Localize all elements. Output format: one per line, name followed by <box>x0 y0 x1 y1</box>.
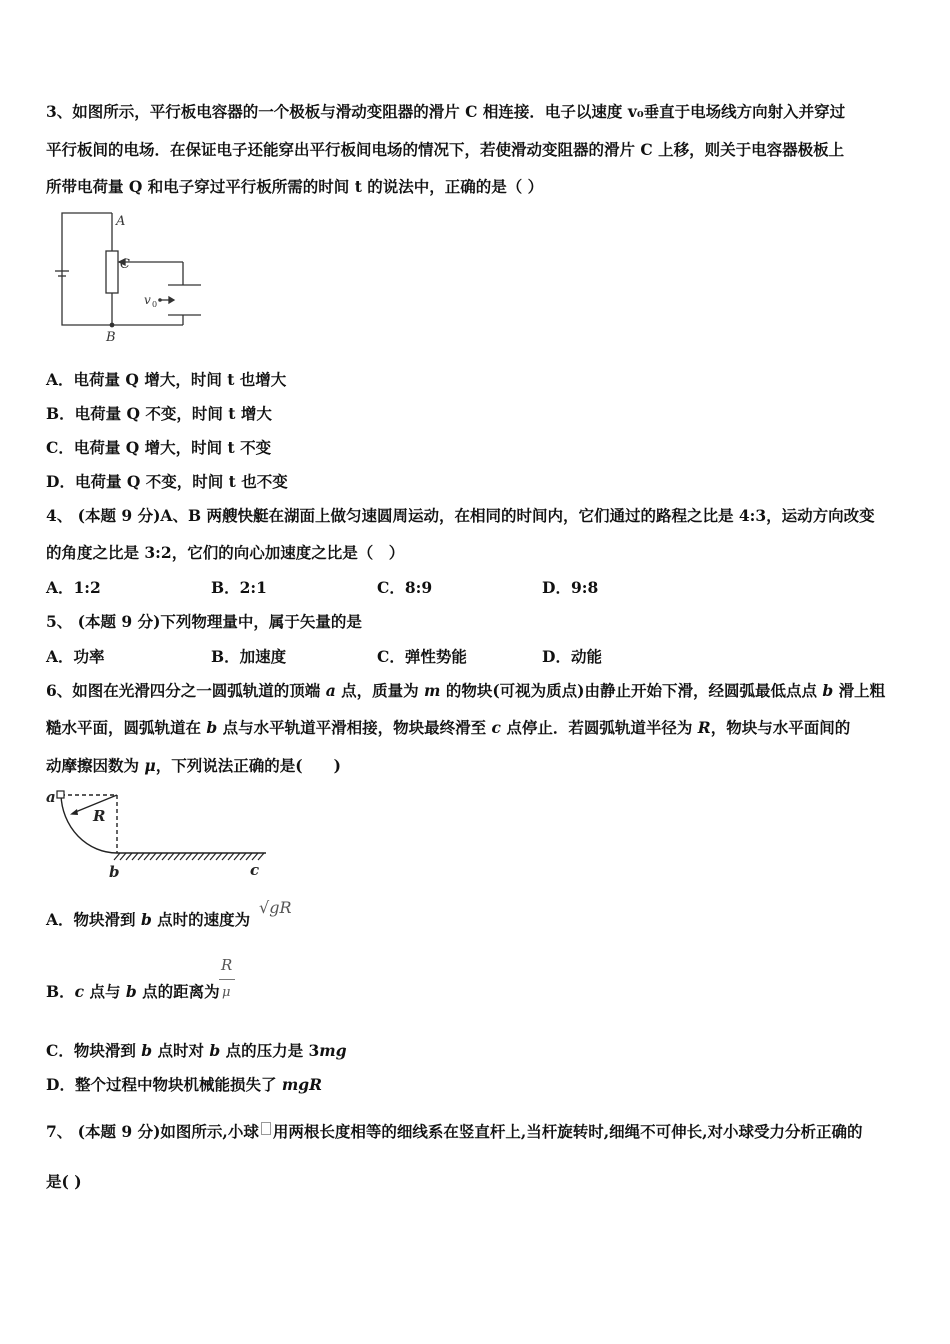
q3-option-d[interactable]: D．电荷量 Q 不变，时间 t 也不变 <box>46 472 288 491</box>
q6-text-line-2: 糙水平面，圆弧轨道在 b 点与水平轨道平滑相接，物块最终滑至 c 点停止．若圆弧轨道半径为 R，物块与水平面间的 <box>46 718 851 737</box>
q6-option-d[interactable]: D．整个过程中物块机械能损失了 mgR <box>46 1075 322 1094</box>
ground-hatch-mark <box>240 853 246 860</box>
q5-option-b[interactable]: B．加速度 <box>211 647 287 666</box>
ground-hatch-mark <box>216 853 222 860</box>
label-b: b <box>109 863 120 881</box>
ground-hatch-mark <box>174 853 180 860</box>
label-b: B <box>106 330 116 345</box>
q3-text-line-2: 平行板间的电场．在保证电子还能穿出平行板间电场的情况下，若使滑动变阻器的滑片 C 上移，则关于电容器极板上 <box>46 140 845 159</box>
q3-option-b[interactable]: B．电荷量 Q 不变，时间 t 增大 <box>46 404 272 423</box>
q6-text-line-3: 动摩擦因数为 μ，下列说法正确的是( ) <box>46 756 341 775</box>
ground-hatch-mark <box>228 853 234 860</box>
ground-hatch-mark <box>204 853 210 860</box>
q6-option-c[interactable]: C．物块滑到 b 点时对 b 点的压力是 3mg <box>46 1041 347 1060</box>
ground-hatch-mark <box>114 853 120 860</box>
ground-hatch-mark <box>120 853 126 860</box>
q4-text-line-2: 的角度之比是 3:2，它们的向心加速度之比是（ ） <box>46 543 405 562</box>
q6-option-a[interactable]: A．物块滑到 b 点时的速度为 <box>46 910 251 929</box>
ground-hatch-mark <box>234 853 240 860</box>
ground-hatch-mark <box>198 853 204 860</box>
node-b-dot <box>110 323 115 328</box>
ground-hatch-mark <box>186 853 192 860</box>
q3-option-a[interactable]: A．电荷量 Q 增大，时间 t 也增大 <box>46 370 287 389</box>
ground-hatch-mark <box>138 853 144 860</box>
ground-hatch-mark <box>162 853 168 860</box>
ground-hatch-mark <box>258 853 264 860</box>
q3-text-line-3: 所带电荷量 Q 和电子穿过平行板所需的时间 t 的说法中，正确的是（ ） <box>46 177 544 196</box>
missing-glyph-icon <box>261 1122 271 1135</box>
q4-option-d[interactable]: D．9:8 <box>542 578 599 597</box>
q4-option-b[interactable]: B．2:1 <box>211 578 267 597</box>
label-r: R <box>93 807 106 825</box>
ground-hatch-mark <box>180 853 186 860</box>
fraction-denominator: μ <box>222 985 231 1000</box>
label-a: A <box>116 214 126 229</box>
ground-hatch-mark <box>156 853 162 860</box>
ground-hatch-mark <box>150 853 156 860</box>
fraction-numerator: R <box>221 956 233 974</box>
block-icon <box>57 791 64 798</box>
q5-option-c[interactable]: C．弹性势能 <box>377 647 467 666</box>
q6-option-b[interactable]: B．c 点与 b 点的距离为 <box>46 982 220 1001</box>
ground-hatch-mark <box>252 853 258 860</box>
q4-option-c[interactable]: C．8:9 <box>377 578 433 597</box>
q3-circuit-figure <box>46 205 216 345</box>
label-v: v <box>144 293 151 307</box>
q7-text-line-1: 7、 (本题 9 分)如图所示,小球 用两根长度相等的细线系在竖直杆上,当杆旋转时,细绳不可伸长,对小球受力分析正确的 <box>46 1122 863 1141</box>
label-v-sub: 0 <box>152 300 158 309</box>
ground-hatch-mark <box>246 853 252 860</box>
ground-hatch-mark <box>132 853 138 860</box>
label-c: c <box>250 861 260 879</box>
ground-hatch-mark <box>126 853 132 860</box>
q3-text-line-1: 3、如图所示，平行板电容器的一个极板与滑动变阻器的滑片 C 相连接．电子以速度 v₀垂直于电场线方向射入并穿过 <box>46 102 846 121</box>
q5-text-line-1: 5、 (本题 9 分)下列物理量中，属于矢量的是 <box>46 612 362 631</box>
ground-hatch-mark <box>222 853 228 860</box>
label-c: C <box>120 257 130 272</box>
q6-arc-track-figure <box>44 786 274 884</box>
ground-hatch-mark <box>210 853 216 860</box>
q3-option-c[interactable]: C．电荷量 Q 增大，时间 t 不变 <box>46 438 272 457</box>
sqrt-gr-formula: √gR <box>259 898 292 917</box>
ground-hatch-mark <box>192 853 198 860</box>
q5-option-d[interactable]: D．动能 <box>542 647 602 666</box>
ground-hatch-mark <box>168 853 174 860</box>
q7-text-line-2: 是( ) <box>46 1172 82 1191</box>
q4-text-line-1: 4、 (本题 9 分)A、B 两艘快艇在湖面上做匀速圆周运动，在相同的时间内，它们通过的路程之比是 4:3，运动方向改变 <box>46 506 875 525</box>
q5-option-a[interactable]: A．功率 <box>46 647 105 666</box>
q6-text-line-1: 6、如图在光滑四分之一圆弧轨道的顶端 a 点，质量为 m 的物块(可视为质点)由静止开始下滑，经圆弧最低点点 b 滑上粗 <box>46 681 886 700</box>
fraction-bar <box>219 979 235 980</box>
label-a: a <box>46 788 56 806</box>
q4-option-a[interactable]: A．1:2 <box>46 578 101 597</box>
ground-hatch-mark <box>144 853 150 860</box>
